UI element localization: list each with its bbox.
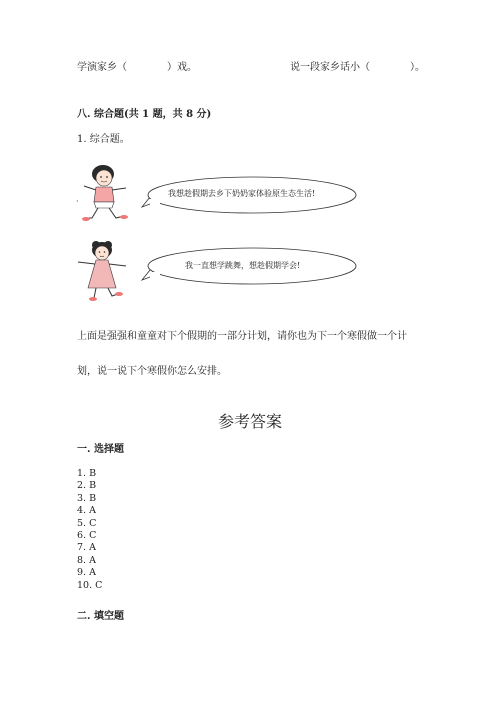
section-heading-comprehensive: 八. 综合题(共 1 题，共 8 分): [77, 109, 212, 120]
answer-item: 4. A: [77, 505, 96, 517]
section-heading-fill-blank: 二. 填空题: [77, 611, 124, 622]
paragraph-line-2: 划，说一说下个寒假你怎么安排。: [77, 366, 227, 377]
answer-item: 10. C: [77, 579, 103, 591]
speech-text-1: 我想趁假期去乡下奶奶家体验原生态生活!: [168, 189, 316, 198]
answer-item: 7. A: [77, 542, 96, 554]
fill-blank-opera: 学演家乡（ ）戏。: [77, 62, 197, 73]
answer-item: 1. B: [77, 468, 97, 479]
answer-item: 3. B: [77, 492, 97, 504]
boy-illustration: [74, 162, 134, 226]
answer-list: [77, 468, 102, 592]
answer-item: 8. A: [77, 554, 96, 566]
answer-item: 5. C: [77, 517, 97, 529]
dot-mark: ·: [76, 197, 79, 206]
answer-item: 2. B: [77, 480, 97, 492]
speech-text-2: 我一直想学跳舞，想趁假期学会!: [185, 261, 301, 270]
answer-key-title: 参考答案: [217, 412, 282, 431]
section-heading-choice: 一. 选择题: [77, 444, 124, 455]
paragraph-line-1: 上面是强强和童童对下个假期的一部分计划，请你也为下一个寒假做一个计: [77, 331, 407, 342]
answer-item: 6. C: [77, 530, 97, 542]
question-label: 1. 综合题。: [77, 134, 130, 145]
girl-illustration: [72, 236, 132, 304]
answer-item: 9. A: [77, 567, 96, 579]
fill-blank-dialect: 说一段家乡话小（ ）。: [290, 62, 425, 73]
